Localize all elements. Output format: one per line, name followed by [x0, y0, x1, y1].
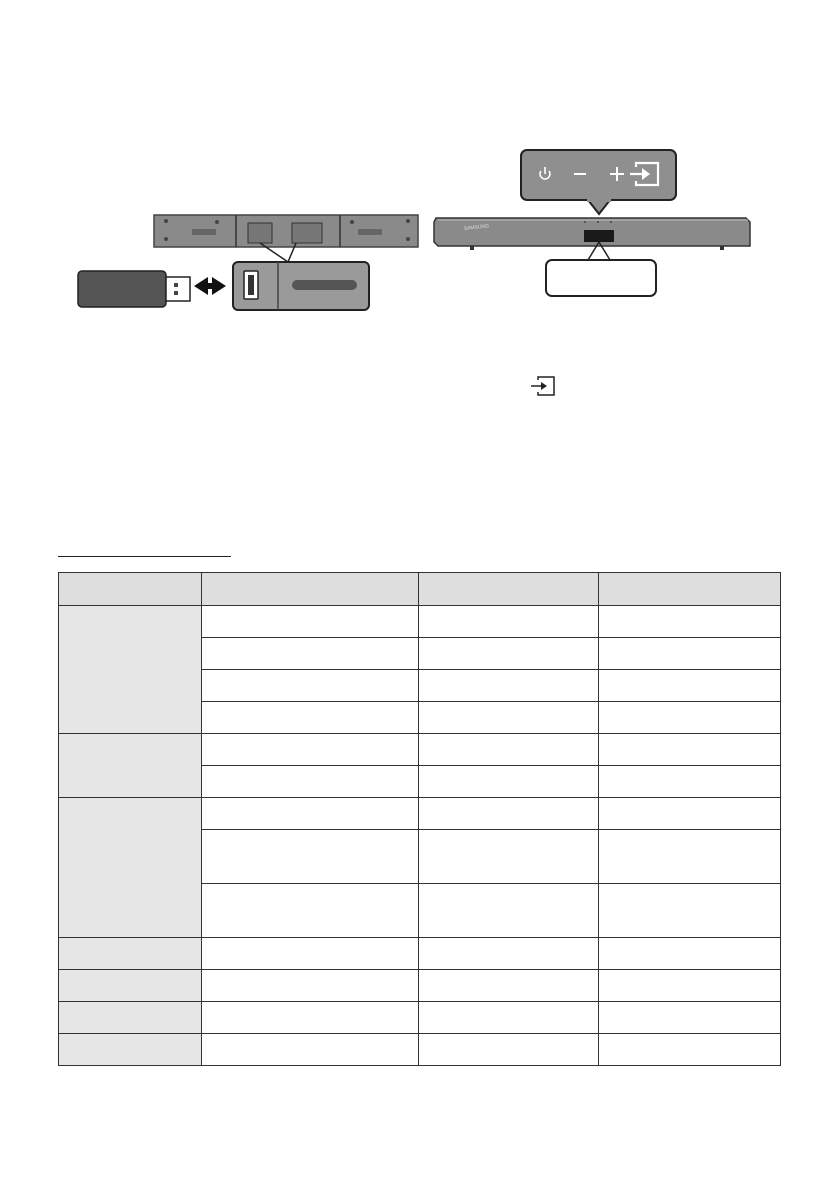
table-row — [59, 938, 781, 970]
group-cell — [59, 1034, 202, 1066]
table-cell — [419, 970, 599, 1002]
table-cell — [419, 938, 599, 970]
table-cell — [419, 638, 599, 670]
table-cell — [599, 798, 781, 830]
table-row — [59, 606, 781, 638]
table-cell — [419, 884, 599, 938]
table-cell — [202, 1034, 419, 1066]
header-cell — [419, 573, 599, 606]
section-heading-underline — [58, 556, 231, 557]
group-cell — [59, 606, 202, 734]
table-cell — [599, 1002, 781, 1034]
group-cell — [59, 1002, 202, 1034]
table-cell — [419, 734, 599, 766]
usb-drive-icon — [78, 271, 190, 307]
usb-insertion-illustration — [70, 205, 430, 325]
usb-port-icon — [244, 271, 258, 299]
table-row — [59, 798, 781, 830]
soundbar-front-illustration — [430, 140, 760, 310]
table-cell — [202, 702, 419, 734]
table-cell — [419, 766, 599, 798]
table-cell — [419, 606, 599, 638]
table-cell — [599, 702, 781, 734]
table-cell — [202, 606, 419, 638]
table-cell — [202, 970, 419, 1002]
table-cell — [599, 734, 781, 766]
table-cell — [419, 1002, 599, 1034]
table-cell — [599, 606, 781, 638]
table-cell — [599, 938, 781, 970]
soundbar-rear-panel — [154, 215, 418, 247]
table-row — [59, 970, 781, 1002]
table-row — [59, 1034, 781, 1066]
table-cell — [202, 798, 419, 830]
header-cell — [202, 573, 419, 606]
usb-port-callout — [233, 262, 369, 310]
table-cell — [419, 830, 599, 884]
table-row — [59, 734, 781, 766]
table-cell — [599, 970, 781, 1002]
table-cell — [202, 734, 419, 766]
table-cell — [599, 638, 781, 670]
brand-logo: SAMSUNG — [463, 223, 490, 232]
group-cell — [59, 798, 202, 938]
group-cell — [59, 970, 202, 1002]
table-cell — [202, 884, 419, 938]
table-cell — [202, 638, 419, 670]
arrow-right-icon — [194, 277, 226, 295]
table-body — [59, 606, 781, 1066]
table-cell — [599, 670, 781, 702]
table-cell — [599, 884, 781, 938]
table-cell — [599, 1034, 781, 1066]
display-callout — [546, 260, 656, 296]
table-cell — [419, 798, 599, 830]
table-cell — [599, 766, 781, 798]
table-row — [59, 1002, 781, 1034]
table-cell — [202, 830, 419, 884]
group-cell — [59, 938, 202, 970]
source-icon — [528, 374, 558, 398]
header-cell — [59, 573, 202, 606]
table-cell — [202, 766, 419, 798]
group-cell — [59, 734, 202, 798]
button-panel-callout — [521, 150, 676, 214]
soundbar-front-body — [434, 218, 750, 250]
header-cell — [599, 573, 781, 606]
table-cell — [202, 670, 419, 702]
spec-table — [58, 572, 781, 1066]
table-header-row — [59, 573, 781, 606]
table-cell — [419, 1034, 599, 1066]
table-cell — [202, 1002, 419, 1034]
table-cell — [599, 830, 781, 884]
table-cell — [419, 670, 599, 702]
table-cell — [419, 702, 599, 734]
table-cell — [202, 938, 419, 970]
